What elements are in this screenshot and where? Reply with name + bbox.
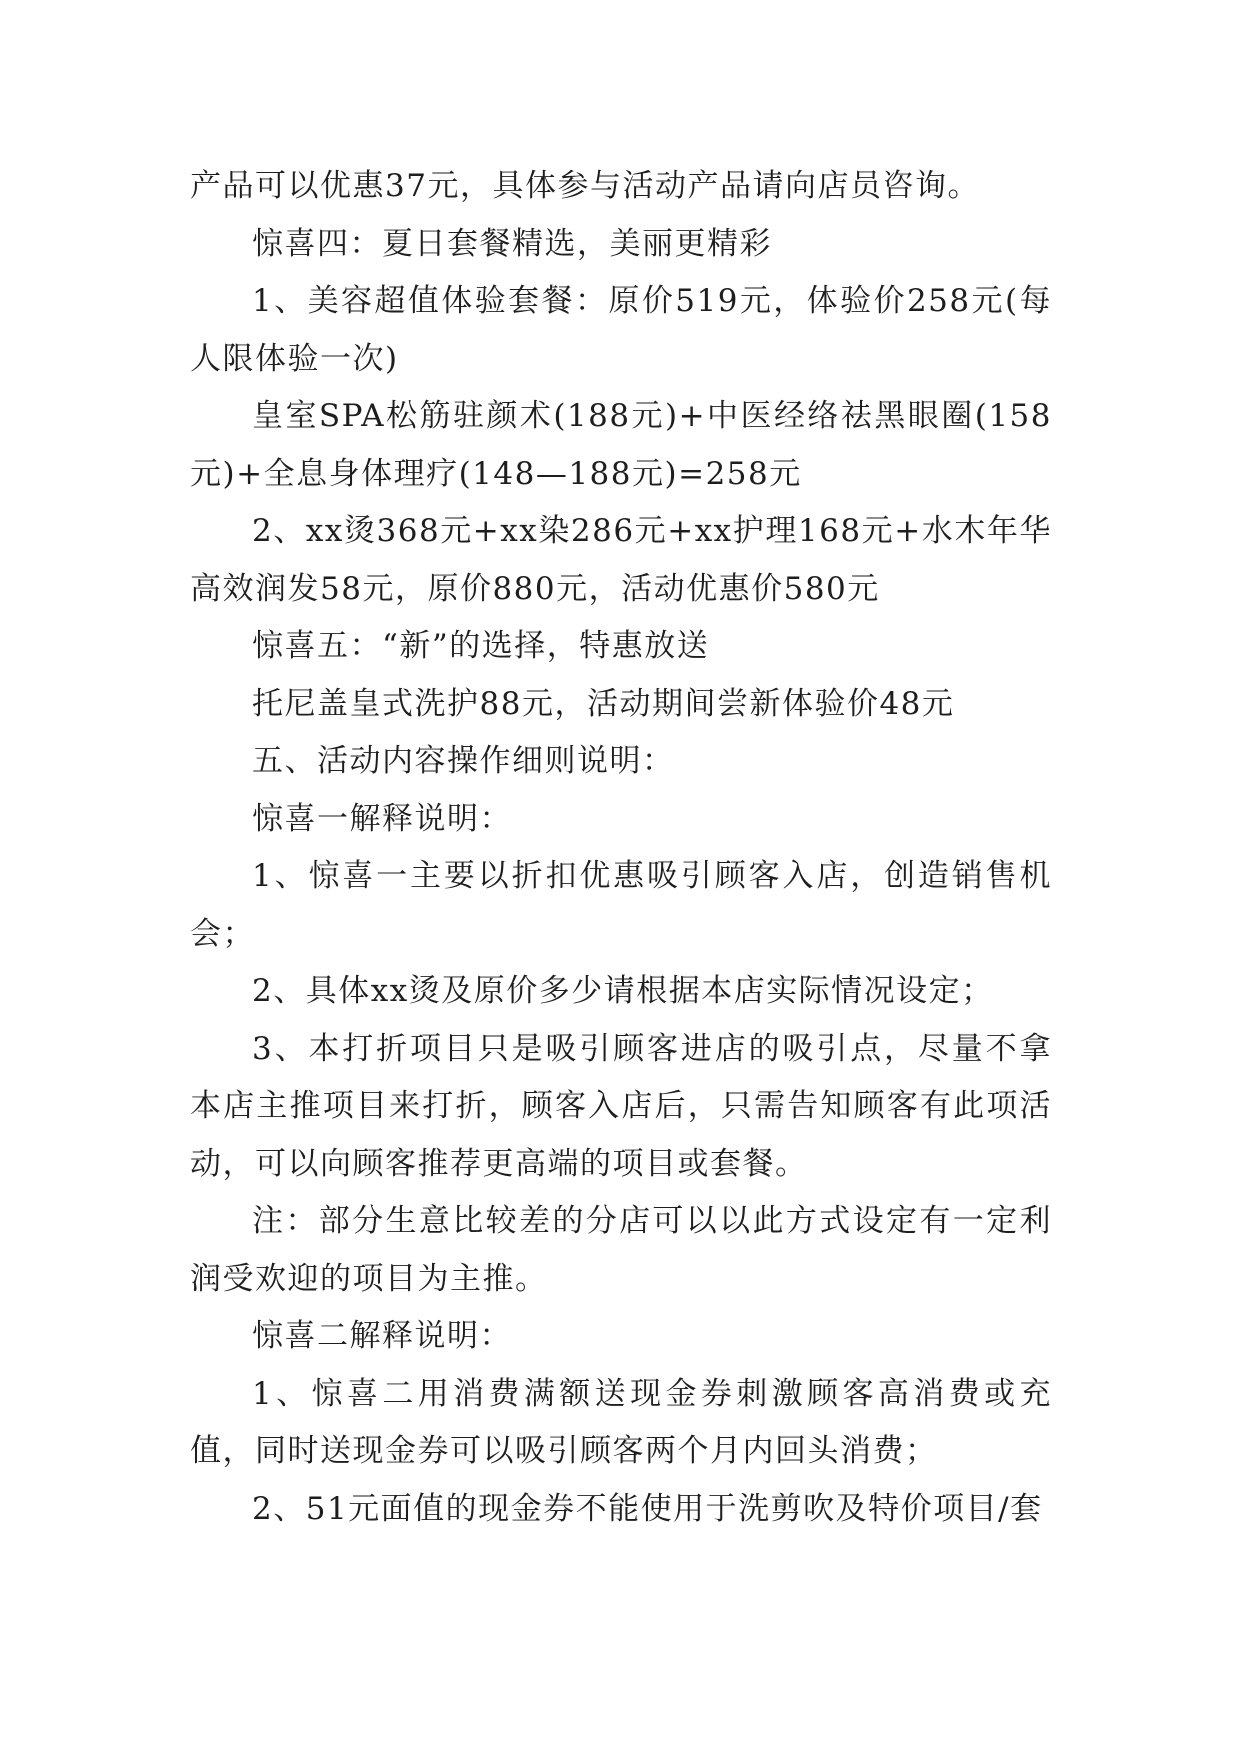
- paragraph-hair-package: 2、xx烫368元+xx染286元+xx护理168元+水木年华高效润发58元，原价880元，活动优惠价580元: [190, 513, 1052, 607]
- paragraph-note: 注：部分生意比较差的分店可以以此方式设定有一定利润受欢迎的项目为主推。: [190, 1203, 1052, 1297]
- paragraph-continuation: 产品可以优惠37元，具体参与活动产品请向店员咨询。: [190, 168, 980, 204]
- paragraph-surprise-one-item-2: 2、具体xx烫及原价多少请根据本店实际情况设定；: [252, 973, 994, 1009]
- document-body: [190, 158, 1052, 1538]
- paragraph-tony-wash: 托尼盖皇式洗护88元，活动期间尝新体验价48元: [252, 685, 955, 722]
- paragraph-surprise-two-item-1: 1、惊喜二用消费满额送现金券刺激顾客高消费或充值，同时送现金券可以吸引顾客两个月内回头消费；: [190, 1375, 1052, 1469]
- paragraph-beauty-package: 1、美容超值体验套餐：原价519元，体验价258元(每人限体验一次): [190, 283, 1052, 377]
- paragraph-surprise-four-heading: 惊喜四：夏日套餐精选，美丽更精彩: [252, 225, 772, 262]
- paragraph-surprise-two-explain-heading: 惊喜二解释说明：: [252, 1318, 512, 1354]
- paragraph-surprise-one-item-3: 3、本打折项目只是吸引顾客进店的吸引点，尽量不拿本店主推项目来打折，顾客入店后，只需告知顾客有此项活动，可以向顾客推荐更高端的项目或套餐。: [190, 1030, 1052, 1182]
- paragraph-surprise-two-item-2: 2、51元面值的现金券不能使用于洗剪吹及特价项目/套: [252, 1490, 1043, 1527]
- paragraph-surprise-one-explain-heading: 惊喜一解释说明：: [252, 800, 512, 837]
- paragraph-section-five-heading: 五、活动内容操作细则说明：: [252, 743, 675, 779]
- paragraph-spa-items: 皇室SPA松筋驻颜术(188元)+中医经络祛黑眼圈(158元)+全息身体理疗(148—188元)=258元: [190, 398, 1052, 492]
- paragraph-surprise-one-item-1: 1、惊喜一主要以折扣优惠吸引顾客入店，创造销售机会；: [190, 858, 1052, 952]
- paragraph-surprise-five-heading: 惊喜五：“新”的选择，特惠放送: [252, 628, 710, 664]
